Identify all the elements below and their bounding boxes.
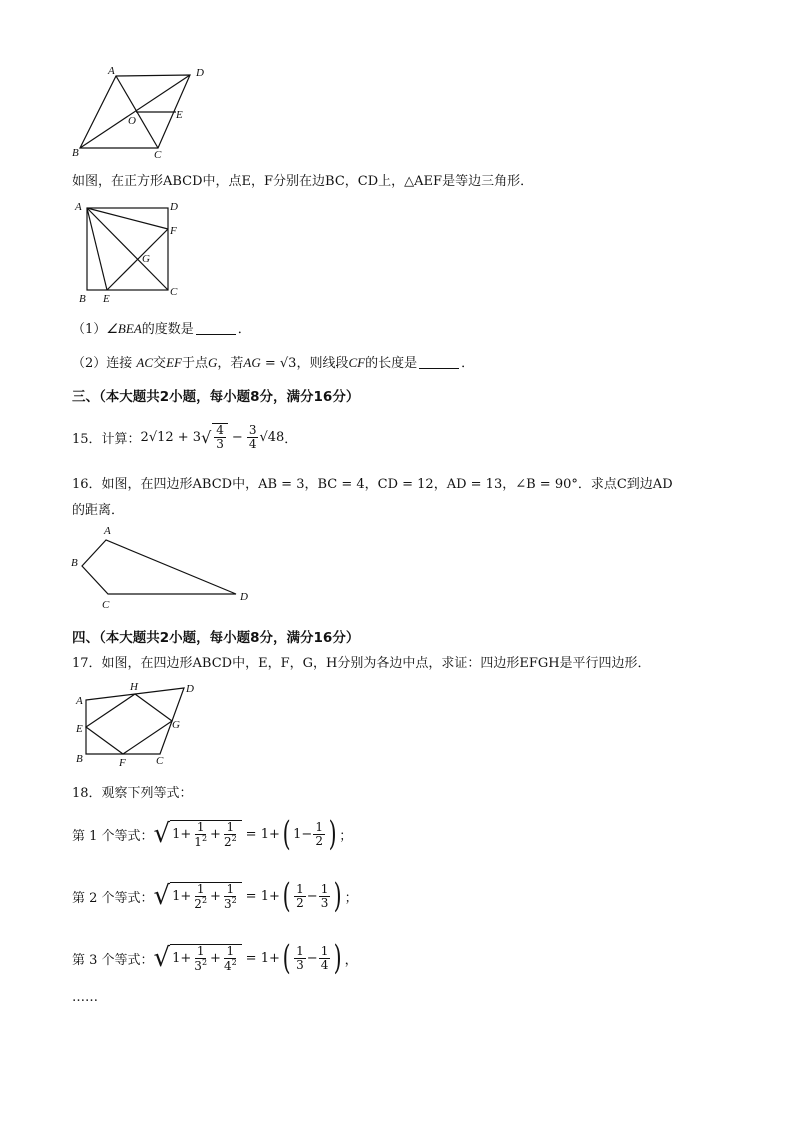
label-a: A: [108, 65, 115, 77]
numerator: 3: [248, 422, 257, 437]
exponent: 2: [231, 833, 237, 843]
plus-sign: +: [210, 951, 221, 966]
exponent: 2: [201, 833, 208, 843]
fraction: [319, 945, 331, 971]
denominator: 4: [248, 436, 257, 451]
q16-line1: 16．如图，在四边形ABCD中，AB = 3，BC = 4，CD = 12，AD = 13，∠B = 90°．求点C到边AD: [72, 477, 673, 492]
q16-line2: 的距离．: [72, 503, 125, 518]
angle-bea: ∠BEA: [106, 321, 142, 336]
label-d: D: [170, 201, 178, 213]
denominator: [222, 835, 239, 849]
denominator-base: 3: [194, 958, 202, 973]
term: 1: [293, 826, 302, 842]
denominator-base: 2: [223, 834, 232, 849]
exponent: 2: [231, 957, 237, 967]
fraction: [192, 945, 209, 972]
equation-label: 第 2 个等式：: [72, 890, 154, 906]
q15-expr-part1: 2√12 + 3: [140, 429, 202, 445]
one-plus: 1+: [172, 951, 192, 966]
exponent: 2: [231, 895, 237, 905]
right-paren: ): [333, 938, 342, 978]
diagonal-ac: [87, 208, 168, 290]
sqrt-sign: √: [153, 943, 171, 973]
sqrt-sign: √: [153, 819, 171, 849]
radicand: [170, 882, 242, 910]
figure-midpoint-quadrilateral: [70, 680, 210, 770]
label-a: A: [76, 695, 83, 707]
q15-prefix: 15．计算：: [72, 431, 141, 447]
left-paren: (: [282, 938, 291, 978]
segment-ef: EF: [166, 355, 182, 370]
numerator: 1: [315, 819, 323, 834]
figure-quadrilateral-abcd: [66, 522, 266, 612]
numerator: 1: [320, 943, 329, 958]
part1-text: 的度数是: [141, 322, 194, 337]
label-b: B: [72, 147, 79, 159]
fraction: [313, 821, 325, 847]
label-c: C: [170, 286, 178, 298]
part2-text: （2）连接: [72, 356, 133, 371]
section-3-heading: 三、（本大题共2小题，每小题8分，满分16分）: [72, 389, 360, 405]
segment-cf: CF: [348, 355, 366, 370]
equation-label: 第 1 个等式：: [72, 828, 154, 844]
numerator: 1: [226, 943, 235, 958]
denominator-base: 2: [194, 896, 202, 911]
denominator: 3: [296, 957, 304, 972]
denominator: 3: [216, 437, 224, 451]
fraction-4-3: [212, 423, 228, 450]
denominator: 2: [296, 895, 304, 910]
q18-equation-1: [72, 812, 352, 856]
fraction: [222, 821, 239, 848]
minus-sign: −: [301, 826, 313, 842]
q18-equation-2: [72, 874, 358, 918]
denominator: [192, 897, 209, 911]
fraction: [222, 945, 239, 972]
label-h: H: [130, 681, 138, 693]
label-a: A: [104, 525, 111, 537]
label-g: G: [172, 719, 180, 731]
fraction: [294, 945, 306, 971]
label-e: E: [103, 293, 110, 305]
label-c: C: [156, 755, 164, 767]
minus-sign: −: [306, 888, 318, 904]
label-b: B: [76, 753, 83, 765]
section-4-heading: 四、（本大题共2小题，每小题8分，满分16分）: [72, 630, 360, 646]
segment-ac: AC: [136, 355, 154, 370]
numerator: 1: [296, 881, 304, 896]
denominator: [222, 897, 239, 911]
ag-value: = √3: [264, 356, 297, 371]
minus-sign: −: [306, 950, 318, 966]
q14-text: 如图，在正方形ABCD中，点E，F分别在边BC，CD上，△AEF是等边三角形．: [72, 174, 534, 189]
part2-text: ，若: [217, 356, 244, 371]
radicand: [170, 820, 242, 848]
one-plus: 1+: [172, 889, 192, 904]
segment-af: [87, 208, 168, 229]
equals-one-plus: = 1+: [245, 888, 280, 904]
left-paren: (: [282, 876, 291, 916]
equation-end: ，: [344, 952, 358, 968]
figure-parallelogram-abcd: [66, 62, 226, 162]
plus-sign: +: [210, 889, 221, 904]
part2-text: 的长度是: [365, 356, 418, 371]
figure-square-abcd: [70, 198, 190, 306]
left-paren: (: [282, 814, 291, 854]
part2-text: 交: [153, 356, 167, 371]
label-d: D: [240, 591, 248, 603]
exponent: 2: [201, 957, 208, 967]
numerator: 1: [296, 943, 304, 958]
q15: [72, 420, 297, 454]
sqrt-sign: √: [201, 427, 212, 447]
denominator-base: 1: [194, 834, 202, 849]
q18-ellipsis: ……: [72, 990, 98, 1005]
part2-text: 于点: [181, 356, 208, 371]
minus-sign: −: [231, 429, 243, 445]
label-c: C: [154, 149, 162, 161]
exponent: 2: [201, 895, 208, 905]
q17-text: 17．如图，在四边形ABCD中，E，F，G，H分别为各边中点，求证：四边形EFGH是平行四边形．: [72, 656, 651, 671]
label-d: D: [196, 67, 204, 79]
equation-end: ；: [344, 890, 358, 906]
numerator: 4: [216, 423, 224, 438]
fraction: [222, 883, 239, 910]
sqrt-sign: √: [153, 881, 171, 911]
fraction: [294, 883, 306, 909]
denominator: 3: [320, 895, 329, 910]
right-paren: ): [333, 876, 342, 916]
denominator: [192, 959, 209, 973]
segment-ae: [87, 208, 107, 290]
numerator: 1: [196, 819, 205, 834]
point-g: G: [207, 355, 218, 370]
radicand: [170, 944, 242, 972]
fraction: [192, 883, 209, 910]
label-e: E: [176, 109, 183, 121]
denominator-base: 3: [223, 896, 232, 911]
q14-part2: （2）连接 AC交EF于点G，若AG = √3，则线段CF的长度是 ．: [72, 355, 475, 371]
label-b: B: [71, 557, 78, 569]
quadrilateral-efgh: [86, 694, 172, 754]
equation-label: 第 3 个等式：: [72, 952, 154, 968]
plus-sign: +: [210, 827, 221, 842]
fraction-3-4: [247, 424, 259, 450]
numerator: 1: [196, 881, 205, 896]
equation-end: ；: [339, 828, 353, 844]
one-plus: 1+: [172, 827, 192, 842]
part2-text: ，则线段: [296, 356, 349, 371]
numerator: 1: [196, 943, 205, 958]
equals-one-plus: = 1+: [245, 950, 280, 966]
denominator: 2: [315, 833, 323, 848]
label-f: F: [119, 757, 126, 769]
label-f: F: [170, 225, 177, 237]
denominator: 4: [320, 957, 329, 972]
numerator: 1: [226, 819, 235, 834]
q14-statement: [72, 170, 533, 189]
right-paren: ): [328, 814, 337, 854]
q18-intro: 18．观察下列等式：: [72, 786, 193, 801]
label-e: E: [76, 723, 83, 735]
label-g: G: [142, 253, 150, 265]
quadrilateral-abcd: [86, 688, 184, 754]
q15-expr-part2: √48: [259, 429, 285, 445]
denominator-base: 4: [223, 958, 232, 973]
label-d: D: [186, 683, 194, 695]
segment-ag: AG: [243, 355, 261, 370]
answer-blank[interactable]: [196, 334, 236, 335]
label-c: C: [102, 599, 110, 611]
quadrilateral-outline: [82, 540, 236, 594]
q14-part1: （1）∠BEA的度数是 ．: [72, 321, 251, 337]
answer-blank[interactable]: [419, 368, 459, 369]
part-number: （1）: [72, 322, 107, 337]
numerator: 1: [320, 881, 329, 896]
q18-equation-3: [72, 936, 358, 980]
fraction: [192, 821, 209, 848]
label-b: B: [79, 293, 86, 305]
label-o: O: [128, 115, 136, 127]
label-a: A: [75, 201, 82, 213]
equals-one-plus: = 1+: [245, 826, 280, 842]
numerator: 1: [226, 881, 235, 896]
q15-end: ．: [284, 431, 298, 447]
denominator: [192, 835, 209, 849]
fraction: [319, 883, 331, 909]
denominator: [222, 959, 239, 973]
